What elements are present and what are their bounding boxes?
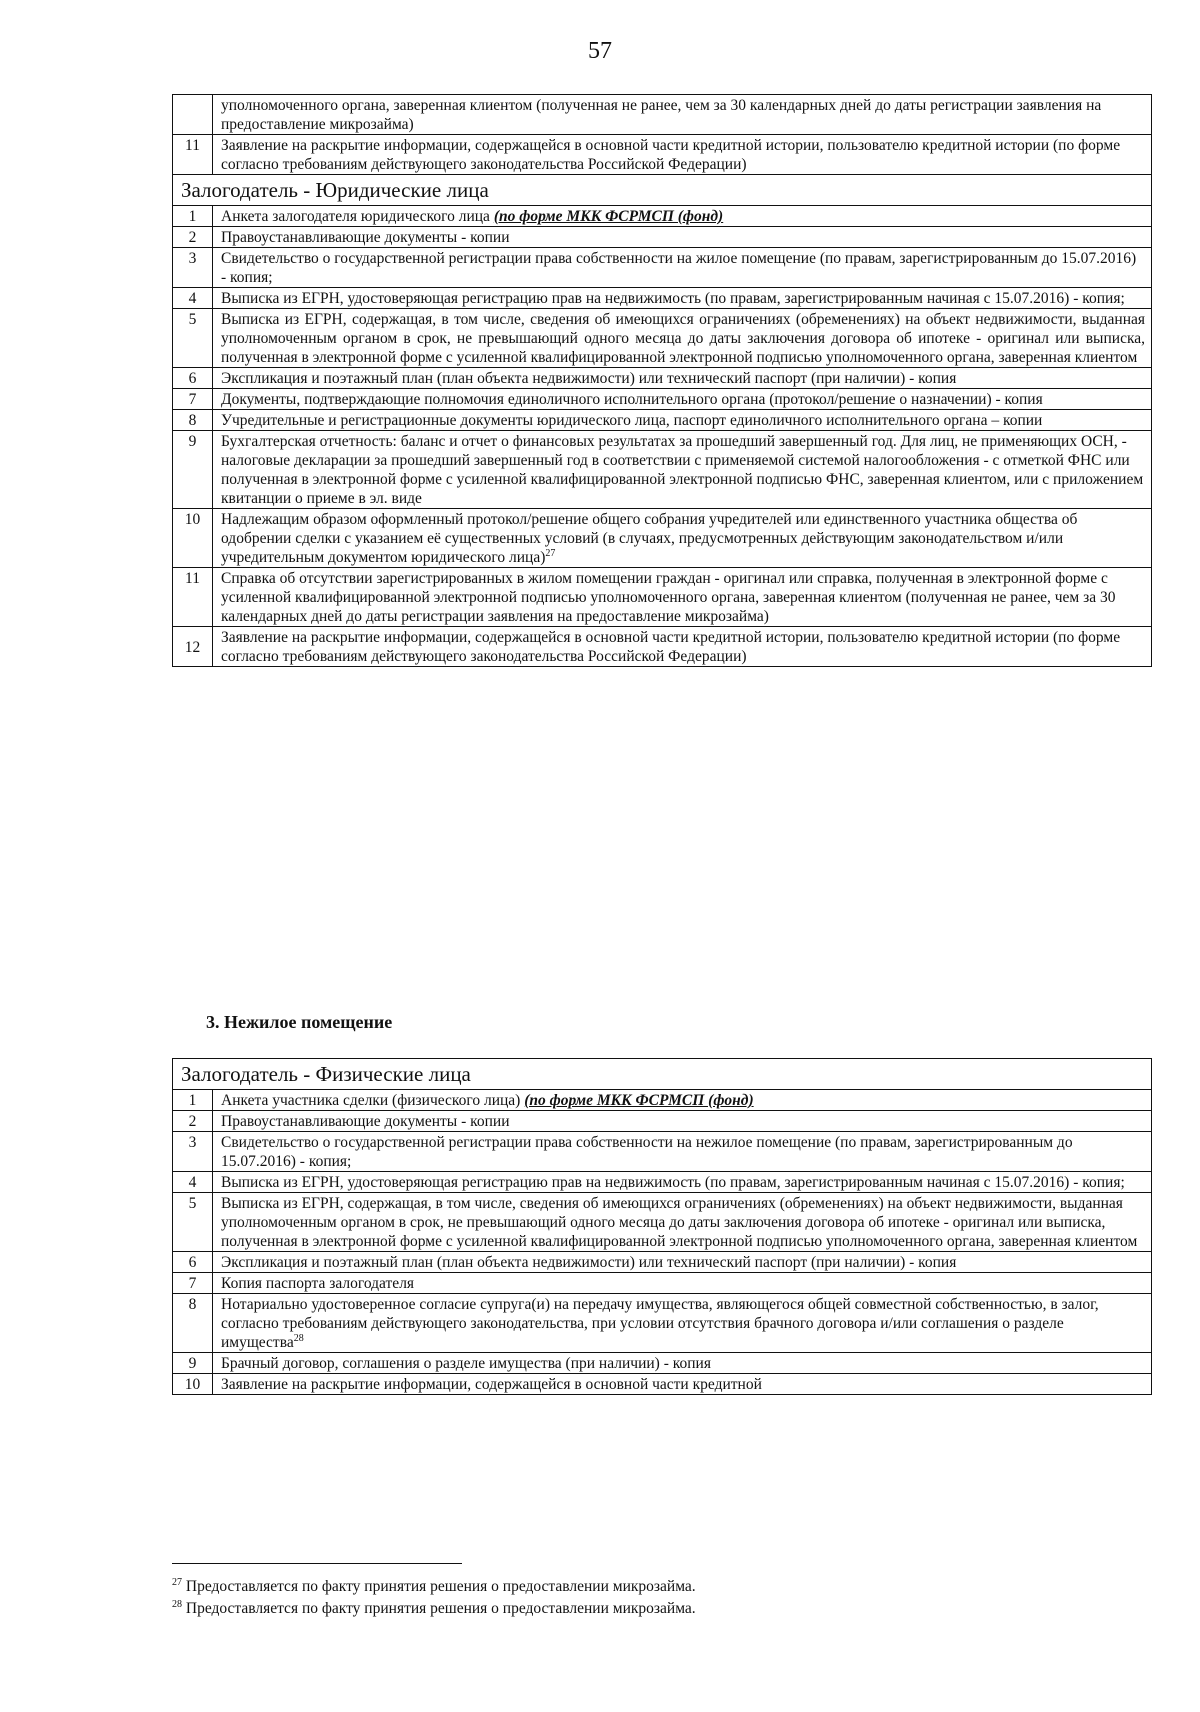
row-text-main: Нотариально удостоверенное согласие супруга(и) на передачу имущества, являющегося общей совместной собственностью, в залог, согласно требованиям действующего законодательства, при условии отсутствия брачного договора и/или соглашения о разделе имущества [221, 1296, 1099, 1351]
table-row [173, 410, 1152, 431]
row-number: 7 [173, 1273, 213, 1294]
footnote-mark: 28 [172, 1598, 182, 1610]
table-row [173, 227, 1152, 248]
row-number: 2 [173, 227, 213, 248]
footnote-text: Предоставляется по факту принятия решения о предоставлении микрозайма. [182, 1578, 696, 1595]
table-row [173, 431, 1152, 509]
row-text [213, 1294, 1152, 1353]
row-text-main: Надлежащим образом оформленный протокол/решение общего собрания учредителей или единственного участника общества об одобрении сделки с указанием её существенных условий (в случаях, предусмотренных действующим законодательством и/или учредительным документом юридического лица) [221, 511, 1078, 566]
row-number: 4 [173, 1172, 213, 1193]
row-text: Заявление на раскрытие информации, содержащейся в основной части кредитной истории, пользователю кредитной истории (по форме согласно требованиям действующего законодательства Российской Федерации) [213, 135, 1152, 175]
table-row [173, 1132, 1152, 1172]
row-text-main: Анкета участника сделки (физического лица) [221, 1092, 521, 1109]
table-row [173, 1353, 1152, 1374]
section-header-row [173, 1059, 1152, 1090]
footnote [172, 1600, 696, 1618]
footnote-ref: 28 [293, 1332, 304, 1344]
footnote [172, 1578, 696, 1596]
row-text: Свидетельство о государственной регистрации права собственности на нежилое помещение (по правам, зарегистрированным до 15.07.2016) - копия; [213, 1132, 1152, 1172]
table-row [173, 95, 1152, 135]
table-row [173, 135, 1152, 175]
row-text [213, 509, 1152, 568]
table-row [173, 368, 1152, 389]
table-row [173, 1172, 1152, 1193]
row-number: 6 [173, 1252, 213, 1273]
row-text: Заявление на раскрытие информации, содержащейся в основной части кредитной [213, 1374, 1152, 1395]
row-number: 3 [173, 248, 213, 288]
row-number: 11 [173, 568, 213, 627]
section-header-individuals: Залогодатель - Физические лица [173, 1059, 1152, 1090]
form-reference: (по форме МКК ФСРМСП (фонд) [493, 208, 724, 225]
table-row [173, 627, 1152, 667]
table-row [173, 248, 1152, 288]
row-number: 5 [173, 1193, 213, 1252]
row-number: 5 [173, 309, 213, 368]
table-row [173, 1294, 1152, 1353]
table-row [173, 1090, 1152, 1111]
table-row [173, 568, 1152, 627]
row-text: Выписка из ЕГРН, содержащая, в том числе, сведения об имеющихся ограничениях (обременениях) на объект недвижимости, выданная уполномоченным органом в срок, не превышающий одного месяца до даты заключения договора об ипотеке - оригинал или выписка, полученная в электронной форме с усиленной квалифицированной электронной подписью уполномоченного органа, заверенная клиентом [213, 309, 1152, 368]
documents-table-individuals [172, 1058, 1152, 1395]
row-number: 6 [173, 368, 213, 389]
table-row [173, 1374, 1152, 1395]
row-text: Экспликация и поэтажный план (план объекта недвижимости) или технический паспорт (при наличии) - копия [213, 368, 1152, 389]
table-row [173, 509, 1152, 568]
row-text [213, 206, 1152, 227]
row-text: Документы, подтверждающие полномочия единоличного исполнительного органа (протокол/решение о назначении) - копия [213, 389, 1152, 410]
table-row [173, 309, 1152, 368]
row-text: Заявление на раскрытие информации, содержащейся в основной части кредитной истории, пользователю кредитной истории (по форме согласно требованиям действующего законодательства Российской Федерации) [213, 627, 1152, 667]
row-text: Экспликация и поэтажный план (план объекта недвижимости) или технический паспорт (при наличии) - копия [213, 1252, 1152, 1273]
table-row [173, 1252, 1152, 1273]
row-number: 1 [173, 206, 213, 227]
table-row [173, 206, 1152, 227]
row-text-main: Анкета залогодателя юридического лица [221, 208, 490, 225]
row-number: 3 [173, 1132, 213, 1172]
row-text: Бухгалтерская отчетность: баланс и отчет о финансовых результатах за прошедший завершенный год. Для лиц, не применяющих ОСН, - налоговые декларации за прошедший завершенный год в соответствии с применяемой системой налогообложения - с отметкой ФНС или полученная в электронной форме с усиленной квалифицированной электронной подписью ФНС, заверенная клиентом, или с приложением квитанции о приеме в эл. виде [213, 431, 1152, 509]
row-text: Справка об отсутствии зарегистрированных в жилом помещении граждан - оригинал или справка, полученная в электронной форме с усиленной квалифицированной электронной подписью уполномоченного органа, заверенная клиентом (полученная не ранее, чем за 30 календарных дней до даты регистрации заявления на предоставление микрозайма) [213, 568, 1152, 627]
footnote-mark: 27 [172, 1576, 182, 1588]
row-number: 12 [173, 627, 213, 667]
row-text: Учредительные и регистрационные документы юридического лица, паспорт единоличного исполнительного органа – копии [213, 410, 1152, 431]
footnote-divider [172, 1563, 462, 1564]
section-header-legal-entities: Залогодатель - Юридические лица [173, 175, 1152, 206]
row-text: Выписка из ЕГРН, содержащая, в том числе, сведения об имеющихся ограничениях (обременениях) на объект недвижимости, выданная уполномоченным органом в срок, не превышающий одного месяца до даты заключения договора об ипотеке - оригинал или выписка, полученная в электронной форме с усиленной квалифицированной электронной подписью уполномоченного органа, заверенная клиентом [213, 1193, 1152, 1252]
section-header-row [173, 175, 1152, 206]
row-number: 11 [173, 135, 213, 175]
row-number: 9 [173, 431, 213, 509]
row-number: 10 [173, 509, 213, 568]
section-heading-non-residential: 3. Нежилое помещение [206, 1012, 393, 1032]
row-number: 8 [173, 1294, 213, 1353]
footnote-ref: 27 [545, 547, 556, 559]
row-number: 10 [173, 1374, 213, 1395]
row-number: 2 [173, 1111, 213, 1132]
table-row [173, 389, 1152, 410]
documents-table-legal-entities [172, 94, 1152, 667]
page-number: 57 [588, 38, 612, 64]
row-number: 1 [173, 1090, 213, 1111]
row-number: 8 [173, 410, 213, 431]
row-number [173, 95, 213, 135]
footnote-text: Предоставляется по факту принятия решения о предоставлении микрозайма. [182, 1600, 696, 1617]
table-row [173, 1193, 1152, 1252]
row-text: Правоустанавливающие документы - копии [213, 1111, 1152, 1132]
row-text [213, 1090, 1152, 1111]
row-text: Правоустанавливающие документы - копии [213, 227, 1152, 248]
row-text: Брачный договор, соглашения о разделе имущества (при наличии) - копия [213, 1353, 1152, 1374]
table-row [173, 1273, 1152, 1294]
row-number: 9 [173, 1353, 213, 1374]
table-row [173, 288, 1152, 309]
table-row [173, 1111, 1152, 1132]
row-text: Выписка из ЕГРН, удостоверяющая регистрацию прав на недвижимость (по правам, зарегистрированным начиная с 15.07.2016) - копия; [213, 288, 1152, 309]
row-number: 7 [173, 389, 213, 410]
row-text: Свидетельство о государственной регистрации права собственности на жилое помещение (по правам, зарегистрированным до 15.07.2016) - копия; [213, 248, 1152, 288]
row-number: 4 [173, 288, 213, 309]
row-text: Выписка из ЕГРН, удостоверяющая регистрацию прав на недвижимость (по правам, зарегистрированным начиная с 15.07.2016) - копия; [213, 1172, 1152, 1193]
row-text: Копия паспорта залогодателя [213, 1273, 1152, 1294]
row-text: уполномоченного органа, заверенная клиентом (полученная не ранее, чем за 30 календарных дней до даты регистрации заявления на предоставление микрозайма) [213, 95, 1152, 135]
form-reference: (по форме МКК ФСРМСП (фонд) [524, 1092, 754, 1109]
